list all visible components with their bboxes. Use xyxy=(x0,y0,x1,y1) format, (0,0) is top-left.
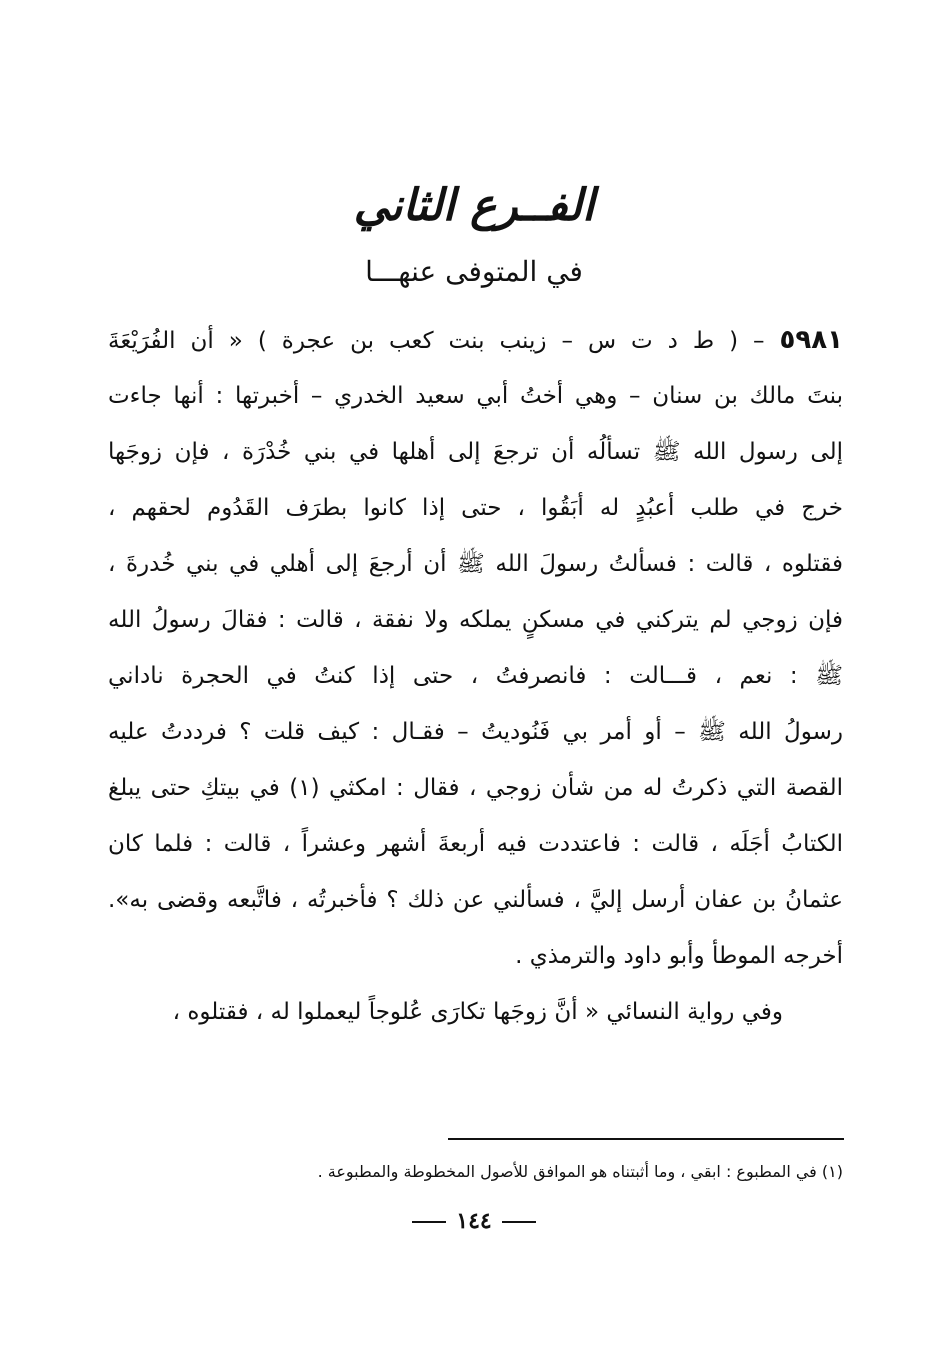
hadith-line-3: إلى رسول الله ﷺ تسألُه أن ترجعَ إلى أهلها في بني خُدْرَة ، فإن زوجَها xyxy=(108,439,843,465)
page-number xyxy=(0,1208,948,1234)
hadith-line-10: الكتابُ أجَلَه ، قالت : فاعتددت فيه أربعةَ أشهر وعشراً ، قالت : فلما كان xyxy=(108,831,843,857)
dash-right xyxy=(502,1221,536,1223)
hadith-line-4: خرج في طلب أعبُدٍ له أبَقُوا ، حتى إذا كانوا بطرَف القَدُوم لحقهم ، xyxy=(108,495,843,521)
hadith-text xyxy=(108,312,843,1040)
nasai-narration-line: وفي رواية النسائي « أنَّ زوجَها تكارَى عُلوجاً ليعملوا له ، فقتلوه ، xyxy=(172,999,783,1025)
hadith-line-1 xyxy=(108,312,843,368)
hadith-line-8: رسولُ الله ﷺ – أو أمر بي فَنُوديتُ – فقـال : كيف قلت ؟ فرددتُ عليه xyxy=(108,719,843,745)
hadith-line-9: القصة التي ذكرتُ له من شأن زوجي ، فقال : امكثي (١) في بيتكِ حتى يبلغ xyxy=(108,775,843,801)
page-number-text: ١٤٤ xyxy=(456,1208,492,1234)
hadith-line-2: بنتَ مالك بن سنان – وهي أختُ أبي سعيد الخدري – أخبرتها : أنها جاءت xyxy=(108,383,843,409)
section-title: الفــرع الثاني xyxy=(353,180,595,231)
hadith-line-5: فقتلوه ، قالت : فسألتُ رسولَ الله ﷺ أن أرجعَ إلى أهلي في بني خُدرةَ ، xyxy=(108,551,843,577)
hadith-line-6: فإن زوجي لم يتركني في مسكنٍ يملكه ولا نفقة ، قالت : فقالَ رسولُ الله xyxy=(108,607,843,633)
footnote: (١) في المطبوع : ابقي ، وما أثبتناه هو الموافق للأصول المخطوطة والمطبوعة . xyxy=(317,1162,843,1181)
hadith-number: ٥٩٨١ xyxy=(779,325,843,355)
hadith-line-11: عثمانُ بن عفان أرسل إليَّ ، فسألني عن ذلك ؟ فأخبرتُه ، فاتَّبعه وقضى به». xyxy=(108,887,843,913)
hadith-line-text: – ( ط د ت س – زينب بنت كعب بن عجرة ) « أن الفُرَيْعَةَ xyxy=(108,328,765,354)
footnote-separator xyxy=(448,1138,844,1140)
hadith-line-7: ﷺ : نعم ، قـــالت : فانصرفتُ ، حتى إذا كنتُ في الحجرة ناداني xyxy=(108,663,843,689)
section-subtitle: في المتوفى عنهـــا xyxy=(365,255,583,288)
dash-left xyxy=(412,1221,446,1223)
hadith-source-line: أخرجه الموطأ وأبو داود والترمذي . xyxy=(515,943,843,969)
